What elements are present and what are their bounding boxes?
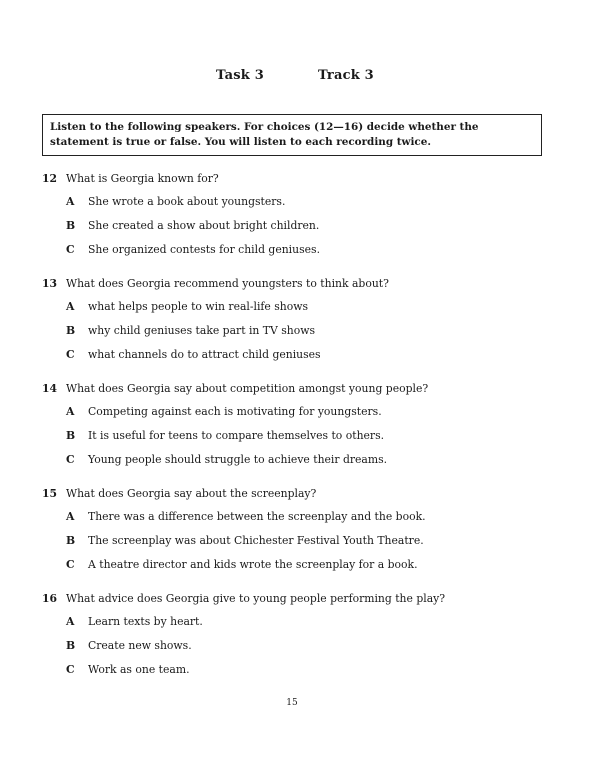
option-c bbox=[42, 448, 562, 472]
option-a bbox=[42, 295, 562, 319]
option-text: Learn texts by heart. bbox=[88, 615, 203, 628]
option-text: what helps people to win real-life shows bbox=[88, 300, 309, 313]
question-16 bbox=[42, 588, 562, 682]
question-line bbox=[42, 378, 562, 400]
option-c bbox=[42, 658, 562, 682]
option-letter: A bbox=[66, 510, 75, 523]
option-text: Young people should struggle to achieve their dreams. bbox=[88, 453, 388, 466]
question-text: What does Georgia recommend youngsters to think about? bbox=[66, 277, 389, 290]
question-15 bbox=[42, 483, 562, 577]
option-text: There was a difference between the screenplay and the book. bbox=[88, 510, 426, 523]
option-text: A theatre director and kids wrote the screenplay for a book. bbox=[88, 558, 418, 571]
option-c bbox=[42, 238, 562, 262]
question-number: 15 bbox=[42, 487, 58, 500]
option-letter: C bbox=[66, 558, 75, 571]
option-letter: B bbox=[66, 534, 76, 547]
option-text: She wrote a book about youngsters. bbox=[88, 195, 286, 208]
option-b bbox=[42, 634, 562, 658]
option-b bbox=[42, 319, 562, 343]
page-header bbox=[0, 68, 600, 88]
option-a bbox=[42, 400, 562, 424]
option-b bbox=[42, 214, 562, 238]
option-text: She organized contests for child geniuses. bbox=[88, 243, 320, 256]
option-c bbox=[42, 553, 562, 577]
option-a bbox=[42, 505, 562, 529]
question-text: What advice does Georgia give to young people performing the play? bbox=[66, 592, 446, 605]
question-line bbox=[42, 588, 562, 610]
question-text: What does Georgia say about the screenplay? bbox=[66, 487, 317, 500]
option-letter: B bbox=[66, 639, 76, 652]
question-text: What does Georgia say about competition amongst young people? bbox=[66, 382, 429, 395]
question-12 bbox=[42, 168, 562, 262]
question-13 bbox=[42, 273, 562, 367]
option-b bbox=[42, 424, 562, 448]
option-text: Create new shows. bbox=[88, 639, 192, 652]
question-line bbox=[42, 168, 562, 190]
option-text: She created a show about bright children. bbox=[88, 219, 320, 232]
option-letter: C bbox=[66, 348, 75, 361]
question-number: 12 bbox=[42, 172, 58, 185]
option-text: why child geniuses take part in TV shows bbox=[88, 324, 316, 337]
option-text: The screenplay was about Chichester Festival Youth Theatre. bbox=[88, 534, 424, 547]
question-number: 13 bbox=[42, 277, 58, 290]
question-number: 16 bbox=[42, 592, 58, 605]
option-a bbox=[42, 190, 562, 214]
option-letter: B bbox=[66, 324, 76, 337]
track-title: Track 3 bbox=[318, 68, 374, 83]
question-line bbox=[42, 273, 562, 295]
option-letter: A bbox=[66, 615, 75, 628]
task-title: Task 3 bbox=[216, 68, 264, 83]
instructions-box: Listen to the following speakers. For choices (12—16) decide whether the statement is true or false. You will listen to each recording twice. bbox=[42, 114, 542, 156]
option-letter: C bbox=[66, 663, 75, 676]
option-letter: A bbox=[66, 405, 75, 418]
option-b bbox=[42, 529, 562, 553]
option-letter: A bbox=[66, 300, 75, 313]
option-a bbox=[42, 610, 562, 634]
option-letter: B bbox=[66, 429, 76, 442]
question-line bbox=[42, 483, 562, 505]
option-letter: C bbox=[66, 453, 75, 466]
option-text: It is useful for teens to compare themselves to others. bbox=[88, 429, 385, 442]
question-text: What is Georgia known for? bbox=[66, 172, 219, 185]
page-number: 15 bbox=[286, 698, 298, 708]
option-letter: A bbox=[66, 195, 75, 208]
questions-list bbox=[42, 168, 562, 693]
option-letter: B bbox=[66, 219, 76, 232]
option-c bbox=[42, 343, 562, 367]
question-number: 14 bbox=[42, 382, 58, 395]
question-14 bbox=[42, 378, 562, 472]
option-text: Competing against each is motivating for youngsters. bbox=[88, 405, 382, 418]
option-text: what channels do to attract child geniuses bbox=[88, 348, 321, 361]
option-letter: C bbox=[66, 243, 75, 256]
option-text: Work as one team. bbox=[88, 663, 190, 676]
